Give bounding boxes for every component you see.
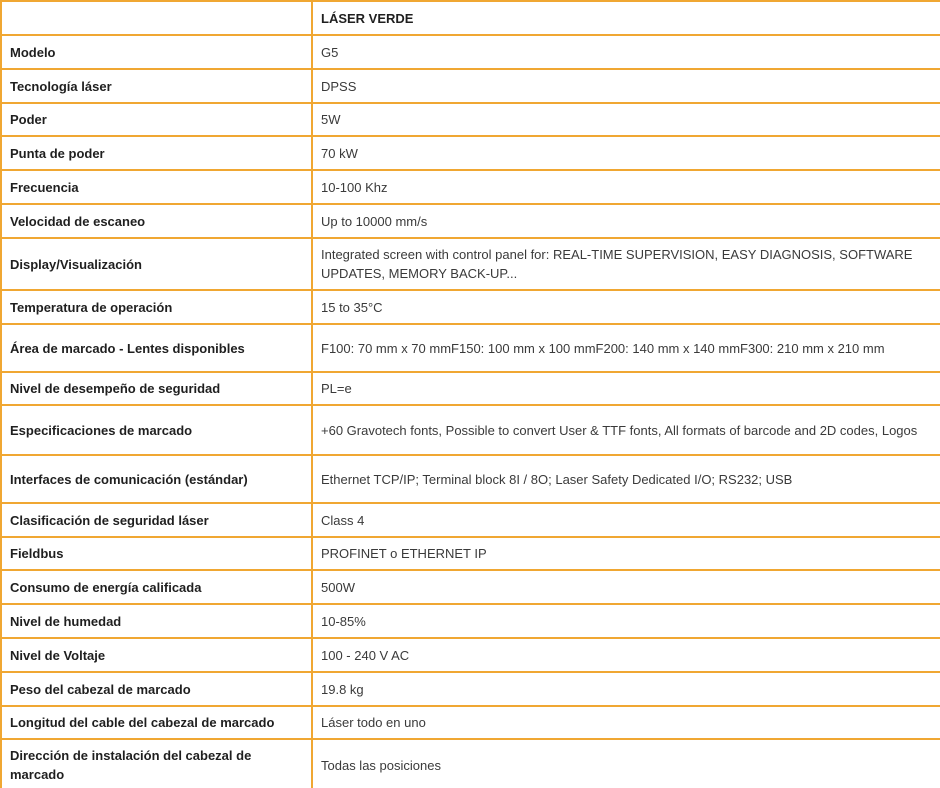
spec-value: 100 - 240 V AC	[312, 638, 940, 672]
table-row	[1, 372, 940, 405]
spec-value: 19.8 kg	[312, 672, 940, 706]
spec-value: 70 kW	[312, 136, 940, 170]
spec-label: Punta de poder	[1, 136, 312, 170]
table-row	[1, 503, 940, 537]
table-row	[1, 455, 940, 503]
spec-value: 10-100 Khz	[312, 170, 940, 204]
table-row	[1, 672, 940, 706]
spec-value: Class 4	[312, 503, 940, 537]
header-product-name: LÁSER VERDE	[312, 1, 940, 35]
spec-label: Nivel de humedad	[1, 604, 312, 638]
table-row	[1, 739, 940, 788]
spec-label: Velocidad de escaneo	[1, 204, 312, 238]
spec-value: F100: 70 mm x 70 mmF150: 100 mm x 100 mmF200: 140 mm x 140 mmF300: 210 mm x 210 mm	[312, 324, 940, 372]
spec-label: Longitud del cable del cabezal de marcado	[1, 706, 312, 739]
spec-value: G5	[312, 35, 940, 69]
spec-label: Peso del cabezal de marcado	[1, 672, 312, 706]
table-row	[1, 35, 940, 69]
table-row	[1, 290, 940, 324]
spec-label: Área de marcado - Lentes disponibles	[1, 324, 312, 372]
spec-value: 500W	[312, 570, 940, 604]
table-row	[1, 103, 940, 136]
spec-value: +60 Gravotech fonts, Possible to convert User & TTF fonts, All formats of barcode and 2D codes, Logos	[312, 405, 940, 455]
spec-value: Todas las posiciones	[312, 739, 940, 788]
table-row	[1, 405, 940, 455]
spec-value: Up to 10000 mm/s	[312, 204, 940, 238]
spec-value: 15 to 35°C	[312, 290, 940, 324]
spec-label: Display/Visualización	[1, 238, 312, 290]
spec-value: PL=e	[312, 372, 940, 405]
spec-value: Integrated screen with control panel for: REAL-TIME SUPERVISION, EASY DIAGNOSIS, SOFTWARE UPDATES, MEMORY BACK-UP...	[312, 238, 940, 290]
spec-label: Clasificación de seguridad láser	[1, 503, 312, 537]
table-header-row	[1, 1, 940, 35]
spec-value: 10-85%	[312, 604, 940, 638]
spec-label: Tecnología láser	[1, 69, 312, 103]
spec-value: PROFINET o ETHERNET IP	[312, 537, 940, 570]
spec-value: Láser todo en uno	[312, 706, 940, 739]
spec-label: Nivel de desempeño de seguridad	[1, 372, 312, 405]
table-row	[1, 638, 940, 672]
spec-label: Modelo	[1, 35, 312, 69]
spec-value: Ethernet TCP/IP; Terminal block 8I / 8O; Laser Safety Dedicated I/O; RS232; USB	[312, 455, 940, 503]
header-corner-cell	[1, 1, 312, 35]
table-row	[1, 170, 940, 204]
table-row	[1, 69, 940, 103]
table-row	[1, 324, 940, 372]
spec-label: Frecuencia	[1, 170, 312, 204]
spec-label: Fieldbus	[1, 537, 312, 570]
table-row	[1, 238, 940, 290]
spec-label: Poder	[1, 103, 312, 136]
spec-label: Temperatura de operación	[1, 290, 312, 324]
spec-label: Consumo de energía calificada	[1, 570, 312, 604]
table-row	[1, 604, 940, 638]
table-row	[1, 537, 940, 570]
table-row	[1, 136, 940, 170]
spec-value: DPSS	[312, 69, 940, 103]
table-row	[1, 570, 940, 604]
spec-label: Nivel de Voltaje	[1, 638, 312, 672]
table-row	[1, 204, 940, 238]
table-row	[1, 706, 940, 739]
spec-label: Dirección de instalación del cabezal de marcado	[1, 739, 312, 788]
spec-label: Interfaces de comunicación (estándar)	[1, 455, 312, 503]
spec-value: 5W	[312, 103, 940, 136]
spec-label: Especificaciones de marcado	[1, 405, 312, 455]
